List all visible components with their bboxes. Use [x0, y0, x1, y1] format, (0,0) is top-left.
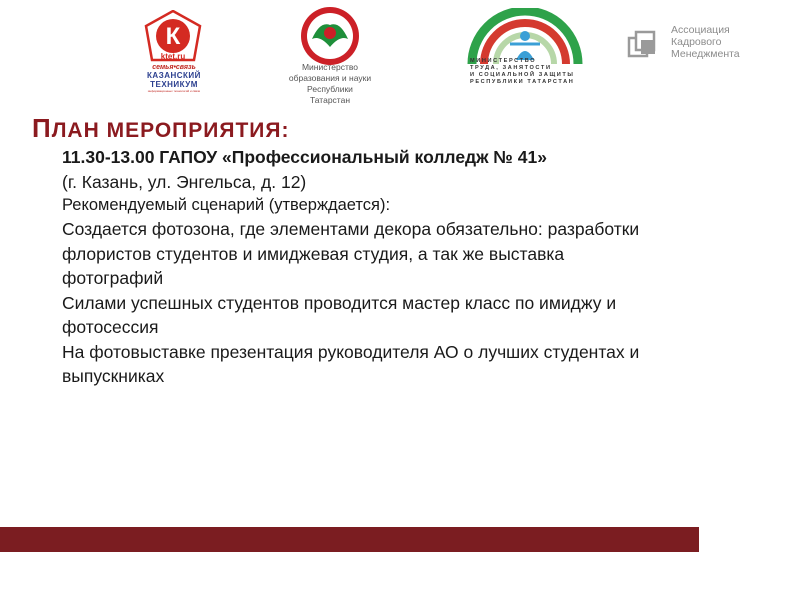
education-ministry-logo [278, 5, 382, 110]
footer-bar [0, 527, 699, 552]
event-time-line: 11.30-13.00 ГАПОУ «Профессиональный колледж № 41» [62, 147, 548, 167]
title-first-letter: П [32, 113, 52, 143]
paragraph-1-line-3: фотографий [62, 268, 164, 288]
association-squares-icon [627, 28, 661, 62]
page-title [32, 109, 289, 148]
ktet-caption-4: информационных технологий и связи [147, 89, 201, 93]
labour-ministry-logo [466, 8, 584, 94]
ktet-badge-letter: К [165, 23, 181, 50]
paragraph-1-line-1: Создается фотозона, где элементами декора обязательно: разработки [62, 219, 640, 239]
logos-header [0, 0, 800, 110]
paragraph-2-line-1: Силами успешных студентов проводится мастер класс по имиджу и [62, 292, 617, 313]
ktet-badge-icon [144, 10, 202, 64]
labour-line-4: РЕСПУБЛИКИ ТАТАРСТАН [470, 79, 575, 85]
edu-line-4: Татарстан [309, 95, 351, 105]
edu-line-3: Республики [307, 84, 353, 94]
labour-line-2: ТРУДА, ЗАНЯТОСТИ [470, 65, 552, 71]
event-plan-body [62, 145, 797, 389]
scenario-heading: Рекомендуемый сценарий (утверждается): [62, 196, 391, 214]
assoc-line-2: Кадрового [671, 36, 722, 48]
ktet-caption-2: КАЗАНСКИЙ [147, 71, 201, 80]
title-rest: ЛАН МЕРОПРИЯТИЯ: [51, 119, 290, 142]
assoc-line-3: Менеджмента [671, 48, 740, 60]
education-ministry-caption [278, 62, 382, 106]
ktet-url: ktet.ru [160, 52, 186, 61]
assoc-line-1: Ассоциация [671, 24, 730, 36]
ktet-caption-3: ТЕХНИКУМ [150, 80, 198, 89]
association-logo [627, 22, 767, 66]
ktet-caption-1: семья•связь [152, 64, 196, 71]
labour-line-1: МИНИСТЕРСТВО [470, 58, 537, 64]
paragraph-3-line-1: На фотовыставке презентация руководителя АО о лучших студентах и [62, 341, 640, 362]
event-address: (г. Казань, ул. Энгельса, д. 12) [62, 171, 307, 192]
paragraph-2-line-2: фотосессия [62, 317, 159, 337]
edu-line-1: Министерство [301, 62, 359, 72]
paragraph-1-line-2: флористов студентов и имиджевая студия, а так же выставка [62, 243, 565, 264]
labour-ministry-caption [470, 58, 580, 86]
paragraph-3-line-2: выпускниках [62, 366, 165, 386]
edu-line-2: образования и науки [288, 73, 372, 83]
association-caption [671, 24, 740, 60]
ktet-logo [134, 6, 214, 94]
labour-line-3: И СОЦИАЛЬНОЙ ЗАЩИТЫ [470, 72, 575, 78]
tatarstan-emblem-icon [298, 5, 362, 67]
